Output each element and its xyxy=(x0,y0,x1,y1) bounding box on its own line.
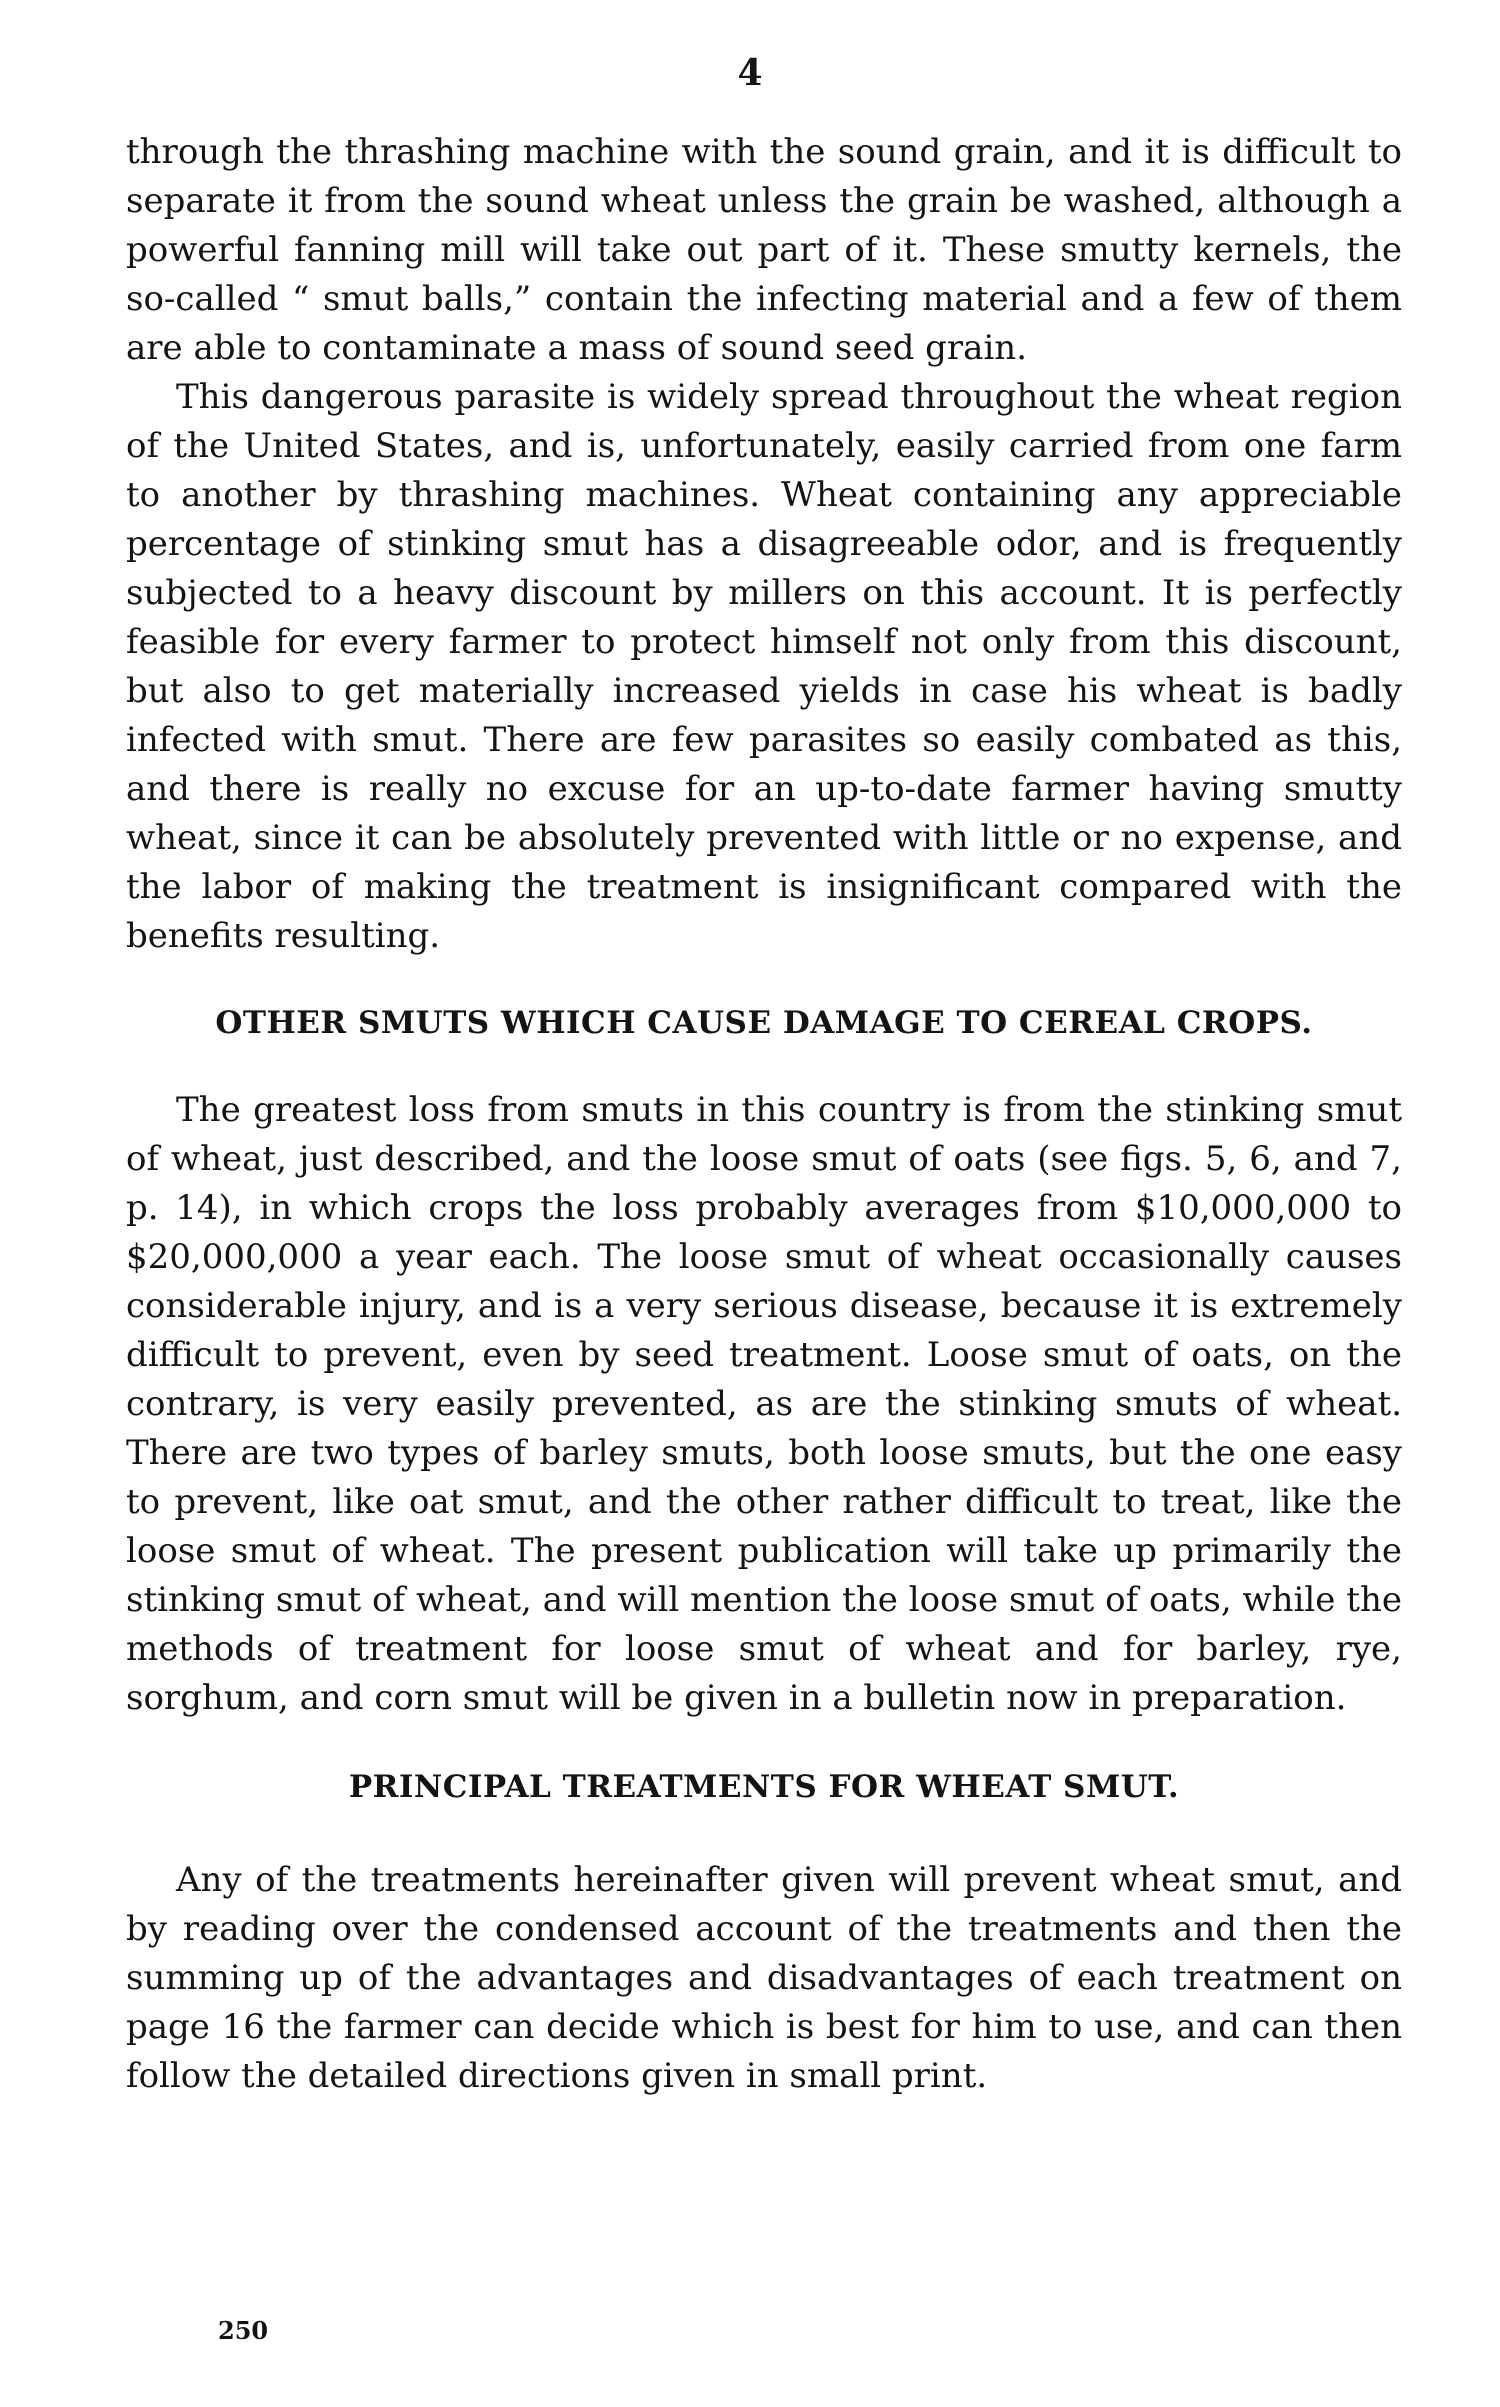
body-paragraph-parasite: This dangerous parasite is widely spread throughout the wheat region of the United States, and is, unfortunately, easily carried from one farm to another by thrashing machines. Wheat containing any appreciable percentage of stinking smut has a disagreeable odor, and is frequently subjected to a heavy discount by millers on this account. It is perfectly feasible for every farmer to protect himself not only from this discount, but also to get materially increased yields in case his wheat is badly infected with smut. There are few parasites so easily combated as this, and there is really no excuse for an up-to-date farmer having smutty wheat, since it can be absolutely prevented with little or no expense, and the labor of making the treatment is insignificant compared with the benefits resulting. xyxy=(126,377,1402,956)
page-body xyxy=(126,128,1402,2101)
body-paragraph-other-smuts: The greatest loss from smuts in this country is from the stinking smut of wheat, just described, and the loose smut of oats (see figs. 5, 6, and 7, p. 14), in which crops the loss probably averages from $10,000,000 to $20,000,000 a year each. The loose smut of wheat occasionally causes considerable injury, and is a very serious disease, because it is extremely difficult to prevent, even by seed treatment. Loose smut of oats, on the contrary, is very easily prevented, as are the stinking smuts of wheat. There are two types of barley smuts, both loose smuts, but the one easy to prevent, like oat smut, and the other rather difficult to treat, like the loose smut of wheat. The present publication will take up primarily the stinking smut of wheat, and will mention the loose smut of oats, while the methods of treatment for loose smut of wheat and for barley, rye, sorghum, and corn smut will be given in a bulletin now in preparation. xyxy=(126,1090,1402,1718)
body-paragraph-treatments: Any of the treatments hereinafter given will prevent wheat smut, and by reading over the condensed account of the treatments and then the summing up of the advantages and disadvantages of each treatment on page 16 the farmer can decide which is best for him to use, and can then follow the detailed directions given in small print. xyxy=(126,1860,1402,2096)
section-heading-principal-treatments: PRINCIPAL TREATMENTS FOR WHEAT SMUT. xyxy=(348,1769,1180,1805)
body-paragraph-continued: through the thrashing machine with the sound grain, and it is difficult to separate it from the sound wheat unless the grain be washed, although a powerful fanning mill will take out part of it. These smutty kernels, the so-called “ smut balls,” contain the infecting material and a few of them are able to contaminate a mass of sound seed grain. xyxy=(126,132,1402,368)
section-heading-other-smuts: OTHER SMUTS WHICH CAUSE DAMAGE TO CEREAL CROPS. xyxy=(215,1005,1313,1041)
footer-number: 250 xyxy=(218,2316,269,2345)
page-number: 4 xyxy=(737,52,763,94)
